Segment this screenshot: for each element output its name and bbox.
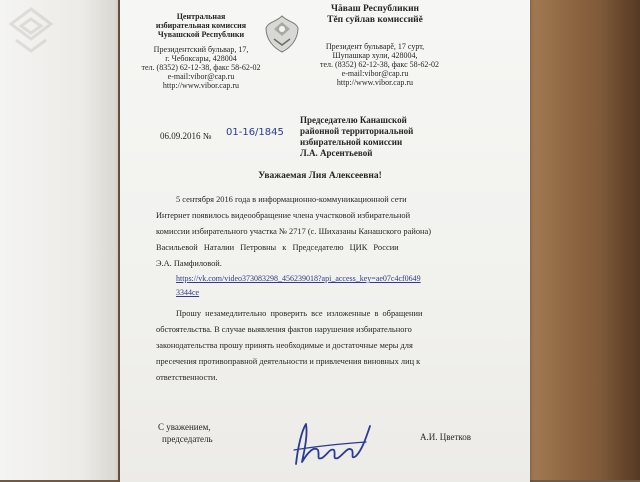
- org-address-chuvash-line1: Президент бульварě, 17 сурт,: [325, 42, 425, 51]
- org-name-chuvash-line2: Тěп суйлав комиссийě: [327, 15, 423, 25]
- watermark-logo-icon: [6, 6, 56, 54]
- video-link-line2[interactable]: 3344ce: [176, 288, 200, 297]
- paragraph2-line1: Прошу незамедлительно проверить все изложенные в обращении: [176, 309, 423, 318]
- org-email-chuvash: e-mail:vibor@cap.ru: [341, 69, 409, 78]
- org-site: http://www.vibor.cap.ru: [162, 81, 240, 90]
- org-name-line1: Центральная: [176, 12, 226, 21]
- org-address-chuvash-line2: Шупашкар хули, 428004,: [332, 51, 418, 60]
- org-site-chuvash: http://www.vibor.cap.ru: [336, 78, 414, 87]
- letter-document: [120, 0, 530, 482]
- org-name-chuvash-line1: Чăваш Республикин: [330, 4, 420, 14]
- signatory-name: А.И. Цветков: [420, 432, 472, 442]
- reference-number: 01-16/1845: [226, 127, 284, 138]
- video-link-line1[interactable]: https://vk.com/video373083298_456239018?api_access_key=ae07c4cf0649: [176, 274, 421, 283]
- addressee-line2: районной территориальной: [300, 126, 414, 136]
- paragraph1-line3: комиссии избирательного участка № 2717 (с. Шихазаны Канашского района): [156, 227, 431, 236]
- salutation: Уважаемая Лия Алексеевна!: [258, 171, 382, 181]
- org-phone: тел. (8352) 62-12-38, факс 58-62-02: [141, 63, 261, 72]
- handwritten-signature: [288, 416, 378, 476]
- org-phone-chuvash: тел. (8352) 62-12-38, факс 58-62-02: [320, 60, 439, 69]
- addressee-line4: Л.А. Арсентьевой: [300, 148, 373, 158]
- paragraph2-line5: ответственности.: [156, 373, 218, 382]
- paragraph2-line3: законодательства прошу принять необходимые и достаточные меры для: [156, 341, 413, 350]
- reference-date: 06.09.2016 №: [160, 131, 212, 141]
- coat-of-arms-icon: [262, 14, 302, 54]
- paragraph1-line1: 5 сентября 2016 года в информационно-коммуникационной сети: [176, 195, 407, 204]
- paragraph2-line2: обстоятельства. В случае выявления фактов нарушения избирательного: [156, 325, 412, 334]
- addressee-line1: Председателю Канашской: [300, 115, 407, 125]
- paragraph1-line4: Васильевой Наталии Петровны к Председателю ЦИК России: [156, 243, 399, 252]
- org-name-line2: избирательная комиссия: [155, 21, 247, 30]
- addressee-line3: избирательной комиссии: [300, 137, 403, 147]
- closing-title: председатель: [162, 434, 213, 444]
- paragraph1-line2: Интернет появилось видеообращение члена участковой избирательной: [156, 211, 411, 220]
- org-address-line2: г. Чебоксары, 428004: [165, 54, 237, 63]
- org-name-line3: Чувашской Республики: [157, 30, 245, 39]
- paragraph2-line4: пресечения противоправной деятельности и привлечения виновных лиц к: [156, 357, 421, 366]
- paragraph1-line5: Э.А. Памфиловой.: [156, 259, 222, 268]
- closing-regards: С уважением,: [158, 422, 211, 432]
- org-email: e-mail:vibor@cap.ru: [167, 72, 235, 81]
- background-surface-left: [0, 0, 118, 480]
- org-address-line1: Президентский бульвар, 17,: [153, 45, 249, 54]
- background-surface-right: [530, 0, 640, 480]
